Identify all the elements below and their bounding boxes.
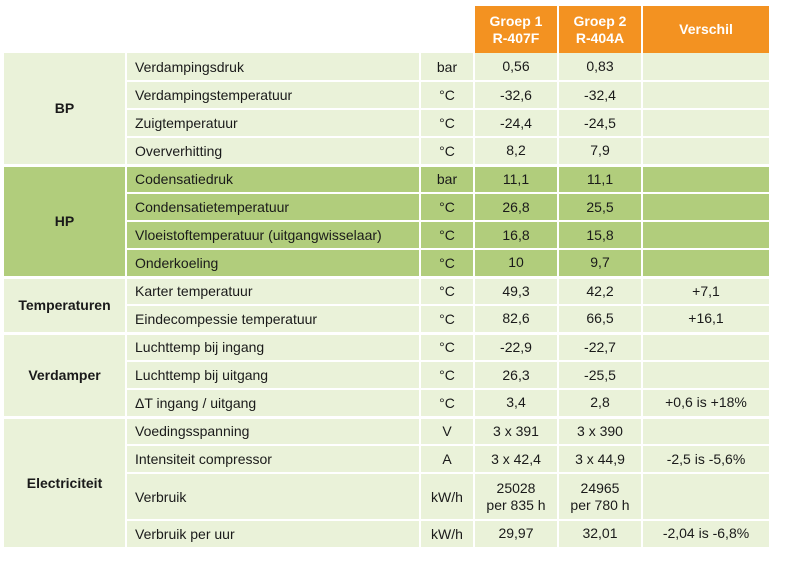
row-label: Onderkoeling <box>126 249 420 277</box>
row-group2-value <box>558 473 642 520</box>
table-row <box>4 165 769 193</box>
row-group1-value: 82,6 <box>474 305 558 333</box>
row-difference <box>642 473 769 520</box>
group-label-temperaturen: Temperaturen <box>4 277 126 333</box>
row-group2-value: -25,5 <box>558 361 642 389</box>
row-label: Verbruik <box>126 473 420 520</box>
row-group2-value: 32,01 <box>558 520 642 548</box>
header-group2-refrigerant: R-404A <box>575 29 625 46</box>
header-group2-name: Groep 2 <box>573 12 627 29</box>
row-label: Karter temperatuur <box>126 277 420 305</box>
comparison-table <box>4 6 769 550</box>
row-label: Verdampingsdruk <box>126 53 420 81</box>
header-group2 <box>558 6 642 53</box>
row-difference: -2,04 is -6,8% <box>642 520 769 548</box>
row-unit: °C <box>420 389 474 417</box>
group-label-bp: BP <box>4 53 126 165</box>
row-unit: kW/h <box>420 473 474 520</box>
row-unit: °C <box>420 193 474 221</box>
row-difference: +0,6 is +18% <box>642 389 769 417</box>
row-group2-value: 3 x 44,9 <box>558 445 642 473</box>
row-label: Luchttemp bij uitgang <box>126 361 420 389</box>
row-difference <box>642 137 769 165</box>
row-group2-value: 7,9 <box>558 137 642 165</box>
table-row <box>4 333 769 361</box>
row-unit: °C <box>420 109 474 137</box>
row-unit: °C <box>420 221 474 249</box>
header-blank-group <box>4 6 126 53</box>
row-unit: °C <box>420 249 474 277</box>
row-label: Luchttemp bij ingang <box>126 333 420 361</box>
row-group2-value: 66,5 <box>558 305 642 333</box>
row-difference <box>642 109 769 137</box>
row-difference: +7,1 <box>642 277 769 305</box>
row-label: Voedingsspanning <box>126 417 420 445</box>
row-group2-value: -22,7 <box>558 333 642 361</box>
row-group1-value: 0,56 <box>474 53 558 81</box>
row-group2-value-line2: per 780 h <box>570 496 630 513</box>
row-difference <box>642 165 769 193</box>
group-label-hp: HP <box>4 165 126 277</box>
row-group2-value: 11,1 <box>558 165 642 193</box>
row-difference: +16,1 <box>642 305 769 333</box>
row-group2-value: -24,5 <box>558 109 642 137</box>
row-group1-value: 10 <box>474 249 558 277</box>
row-difference <box>642 249 769 277</box>
row-group1-value: 29,97 <box>474 520 558 548</box>
row-label: Verdampingstemperatuur <box>126 81 420 109</box>
table-row <box>4 53 769 81</box>
row-unit: °C <box>420 277 474 305</box>
row-group1-value <box>474 473 558 520</box>
row-group1-value: 16,8 <box>474 221 558 249</box>
row-difference <box>642 417 769 445</box>
row-unit: °C <box>420 137 474 165</box>
row-group2-value: 15,8 <box>558 221 642 249</box>
row-group2-value: 9,7 <box>558 249 642 277</box>
row-label: Oververhitting <box>126 137 420 165</box>
row-group1-value: 8,2 <box>474 137 558 165</box>
row-unit: V <box>420 417 474 445</box>
header-blank-unit <box>420 6 474 53</box>
row-label: Codensatiedruk <box>126 165 420 193</box>
row-group2-value: -32,4 <box>558 81 642 109</box>
header-group1-name: Groep 1 <box>489 12 543 29</box>
row-difference <box>642 53 769 81</box>
row-unit: A <box>420 445 474 473</box>
row-unit: °C <box>420 81 474 109</box>
header-difference: Verschil <box>642 6 769 53</box>
row-unit: °C <box>420 333 474 361</box>
row-group2-value: 3 x 390 <box>558 417 642 445</box>
row-group1-value: 3,4 <box>474 389 558 417</box>
row-difference <box>642 81 769 109</box>
row-difference: -2,5 is -5,6% <box>642 445 769 473</box>
header-group1 <box>474 6 558 53</box>
row-unit: bar <box>420 165 474 193</box>
row-group2-value: 2,8 <box>558 389 642 417</box>
group-label-verdamper: Verdamper <box>4 333 126 417</box>
header-blank-label <box>126 6 420 53</box>
row-group1-value: 49,3 <box>474 277 558 305</box>
row-unit: bar <box>420 53 474 81</box>
row-group1-value: -22,9 <box>474 333 558 361</box>
row-group1-value: 26,8 <box>474 193 558 221</box>
row-difference <box>642 193 769 221</box>
row-label: Condensatietemperatuur <box>126 193 420 221</box>
row-group1-value-line1: 25028 <box>496 479 536 496</box>
row-group1-value: 11,1 <box>474 165 558 193</box>
row-difference <box>642 333 769 361</box>
row-label: ΔT ingang / uitgang <box>126 389 420 417</box>
row-difference <box>642 361 769 389</box>
row-label: Verbruik per uur <box>126 520 420 548</box>
row-group1-value: 3 x 391 <box>474 417 558 445</box>
row-group2-value-line1: 24965 <box>580 479 620 496</box>
row-unit: kW/h <box>420 520 474 548</box>
header-group1-refrigerant: R-407F <box>492 29 540 46</box>
row-group2-value: 25,5 <box>558 193 642 221</box>
header-row <box>4 6 769 53</box>
row-group1-value: 3 x 42,4 <box>474 445 558 473</box>
row-unit: °C <box>420 305 474 333</box>
row-label: Eindecompessie temperatuur <box>126 305 420 333</box>
row-difference <box>642 221 769 249</box>
row-group2-value: 0,83 <box>558 53 642 81</box>
row-group1-value: -24,4 <box>474 109 558 137</box>
row-group1-value: 26,3 <box>474 361 558 389</box>
table-row <box>4 277 769 305</box>
row-group1-value-line2: per 835 h <box>486 496 546 513</box>
row-group2-value: 42,2 <box>558 277 642 305</box>
row-label: Zuigtemperatuur <box>126 109 420 137</box>
row-label: Intensiteit compressor <box>126 445 420 473</box>
row-label: Vloeistoftemperatuur (uitgangwisselaar) <box>126 221 420 249</box>
table-row <box>4 417 769 445</box>
row-group1-value: -32,6 <box>474 81 558 109</box>
row-unit: °C <box>420 361 474 389</box>
group-label-electriciteit: Electriciteit <box>4 417 126 548</box>
